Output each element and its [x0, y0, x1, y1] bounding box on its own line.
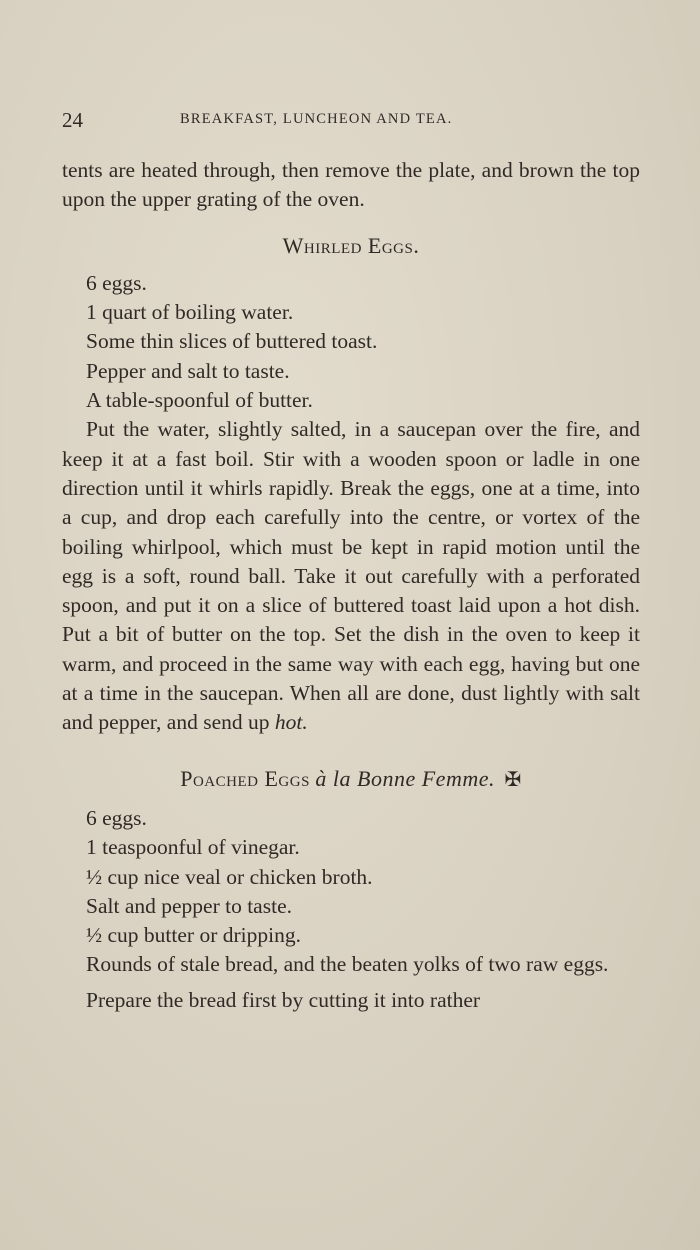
directions-paragraph: Prepare the bread first by cutting it into rather [86, 987, 481, 1012]
ingredient-list [86, 269, 640, 415]
heading-roman: Poached Eggs [180, 765, 310, 791]
directions-paragraph [62, 415, 640, 737]
emphasis-hot: hot. [274, 710, 308, 735]
ingredient-item: 1 teaspoonful of vinegar. [86, 835, 300, 860]
ingredient-item: Rounds of stale bread, and the beaten yolks of two raw eggs. [86, 952, 609, 977]
running-title: BREAKFAST, LUNCHEON AND TEA. [180, 111, 453, 127]
ingredient-item: 6 eggs. [86, 270, 147, 295]
page-number: 24 [62, 108, 83, 132]
directions-text: Put the water, slightly salted, in a saucepan over the fire, and keep it at a fast boil. Stir with a wooden spoon or ladle in one direction until it whirls rapidly. Break the eggs, one at a time, into a cup, and drop each carefully into the centre, or vortex of the boiling whirlpool, which must be kept in rapid motion until the egg is a soft, round ball. Take it out carefully with a perforated spoon, and put it on a slice of buttered toast laid upon a hot dish. Put a bit of butter on the top. Set the dish in the oven to keep it warm, and proceed in the same way with each egg, having but one at a time in the saucepan. When all are done, dust lightly with salt and pepper, and send up [62, 417, 640, 735]
ingredient-item: ½ cup butter or dripping. [86, 923, 301, 948]
ingredient-item: Pepper and salt to taste. [86, 358, 290, 383]
ingredient-item: 6 eggs. [86, 805, 147, 830]
page-body [62, 156, 640, 1015]
recipe-heading-poached-eggs [62, 764, 640, 795]
ingredient-list [86, 804, 640, 980]
ingredient-item: ½ cup nice veal or chicken broth. [86, 864, 373, 889]
ingredient-item: Some thin slices of buttered toast. [86, 329, 378, 354]
ingredient-item: Salt and pepper to taste. [86, 893, 292, 918]
cross-ornament-icon: ✠ [504, 768, 522, 791]
ingredient-item: 1 quart of boiling water. [86, 300, 294, 325]
continuation-paragraph: tents are heated through, then remove the plate, and brown the top upon the upper grating of the oven. [62, 158, 640, 212]
page-header [62, 108, 642, 138]
ingredient-item: A table-spoonful of butter. [86, 388, 313, 413]
heading-italic: à la Bonne Femme. [315, 765, 495, 791]
recipe-heading-whirled-eggs: Whirled Eggs. [282, 232, 420, 258]
